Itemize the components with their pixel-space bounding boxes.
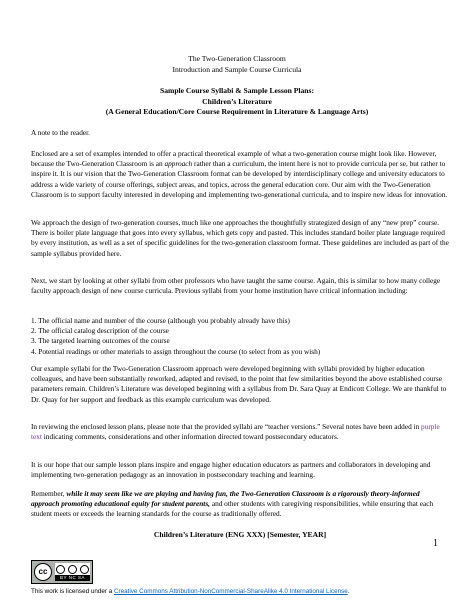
license-suffix: . [347, 588, 350, 595]
license-statement [31, 587, 350, 596]
course-heading: Children’s Literature (ENG XXX) [Semester, YEAR] [153, 530, 327, 539]
license-prefix: This work is licensed under a [31, 588, 114, 595]
header-subtitle: Introduction and Sample Course Curricula [172, 65, 302, 74]
p7-text-b: and other students with caregiving responsibilities, while ensuring that each student meets or exceeds the learning standards for the course as traditionally offered. [31, 499, 434, 519]
syllabus-title-line2: Children’s Literature [202, 96, 272, 106]
license-footer [31, 560, 451, 610]
paragraph-intro [31, 149, 449, 200]
course-info-list [31, 316, 449, 357]
paragraph-remember [31, 489, 449, 520]
cc-license-badge[interactable] [31, 560, 93, 584]
p1-text-a: Enclosed are a set of examples intended to offer a practical theoretical example of what a two-generation course might look like. However, because the Two-Generation Classroom is an [31, 149, 437, 169]
p5-text-a: In reviewing the enclosed lesson plans, please note that the provided syllabi are “teacher versions.” Several notes have been added in [31, 422, 422, 431]
p7-text-a: Remember, [31, 489, 67, 498]
attribution-icon [56, 565, 65, 574]
page-number: 1 [433, 538, 438, 549]
list-item: 2. The official catalog description of the course [31, 326, 169, 336]
license-link[interactable]: Creative Commons Attribution-NonCommercial-ShareAlike 4.0 International License [113, 588, 348, 595]
paragraph-syllabi: Next, we start by looking at other syllabi from other professors who have taught the same course. Again, this is similar to how many college faculty approach design of new course curricula. Previous syllabi from your home institution have critical information including: [31, 276, 441, 296]
paragraph-lesson-plans [31, 422, 449, 442]
sharealike-icon [80, 565, 89, 574]
document-header [0, 53, 474, 75]
paragraph-example-syllabi: Our example syllabi for the Two-Generation Classroom approach were developed beginning with syllabi provided by higher education colleagues, and have been substantially reworked, adapted and revised, to the point that few similarities beyond the above established course parameters remain. Children’s Literature was developed beginning with a syllabus from Dr. Sara Quay at Endicott College. We are thankful to Dr. Quay for her support and feedback as this example curriculum was developed. [31, 364, 447, 404]
list-item: 4. Potential readings or other materials to assign throughout the course (to select from as you wish) [31, 346, 321, 356]
cc-logo-icon: cc [34, 563, 52, 581]
p7-bold-italic: while it may seem like we are playing and having fun, the Two-Generation Classroom is a rigorously theory-informed approach promoting educational equity for student parents, [31, 489, 420, 509]
noncommercial-icon [68, 565, 77, 574]
list-item: 1. The official name and number of the course (although you probably already have this) [31, 316, 290, 325]
paragraph-approach: We approach the design of two-generation courses, much like one approaches the thoughtfully strategized design of any “new prep” course. There is boiler plate language that goes into every syllabus, which gets copy and pasted. This includes standard boiler plate language required by every institution, as well as a set of specific guidelines for the two-generation classroom format. These guidelines are included as part of the sample syllabus provided here. [31, 218, 449, 258]
syllabus-title-line3: (A General Education/Core Course Requirement in Literature & Language Arts) [105, 107, 369, 116]
list-item: 3. The targeted learning outcomes of the course [31, 336, 170, 346]
license-icons [55, 563, 90, 575]
note-heading: A note to the reader. [31, 128, 90, 137]
purple-text-sample: purple text [31, 422, 440, 442]
p1-italic: approach [164, 159, 193, 169]
p5-text-b: indicating comments, considerations and other information directed toward postsecondary educators. [41, 432, 339, 442]
header-title: The Two-Generation Classroom [188, 54, 286, 63]
p1-text-b: rather than a curriculum, the intent here is not to provide curricula per se, but rather to inspire it. It is our vision that the Two-Generation Classroom format can be developed by interdisciplinary college and university educators to address a wide variety of course offerings, subject areas, and topics, across the general education core. Our aim with the Two-Generation Classroom is to support faculty interested in developing and implementing two-generational curricula, and to inspire new ideas for innovation. [31, 159, 448, 199]
license-codes: BY NC SA [55, 575, 90, 581]
syllabus-title-line1: Sample Course Syllabi & Sample Lesson Plans: [159, 86, 314, 95]
paragraph-hope: It is our hope that our sample lesson plans inspire and engage higher education educators as partners and collaborators in developing and implementing two-generation pedagogy as an innovation in postsecondary teaching and learning. [31, 460, 431, 480]
syllabus-title [0, 86, 474, 118]
